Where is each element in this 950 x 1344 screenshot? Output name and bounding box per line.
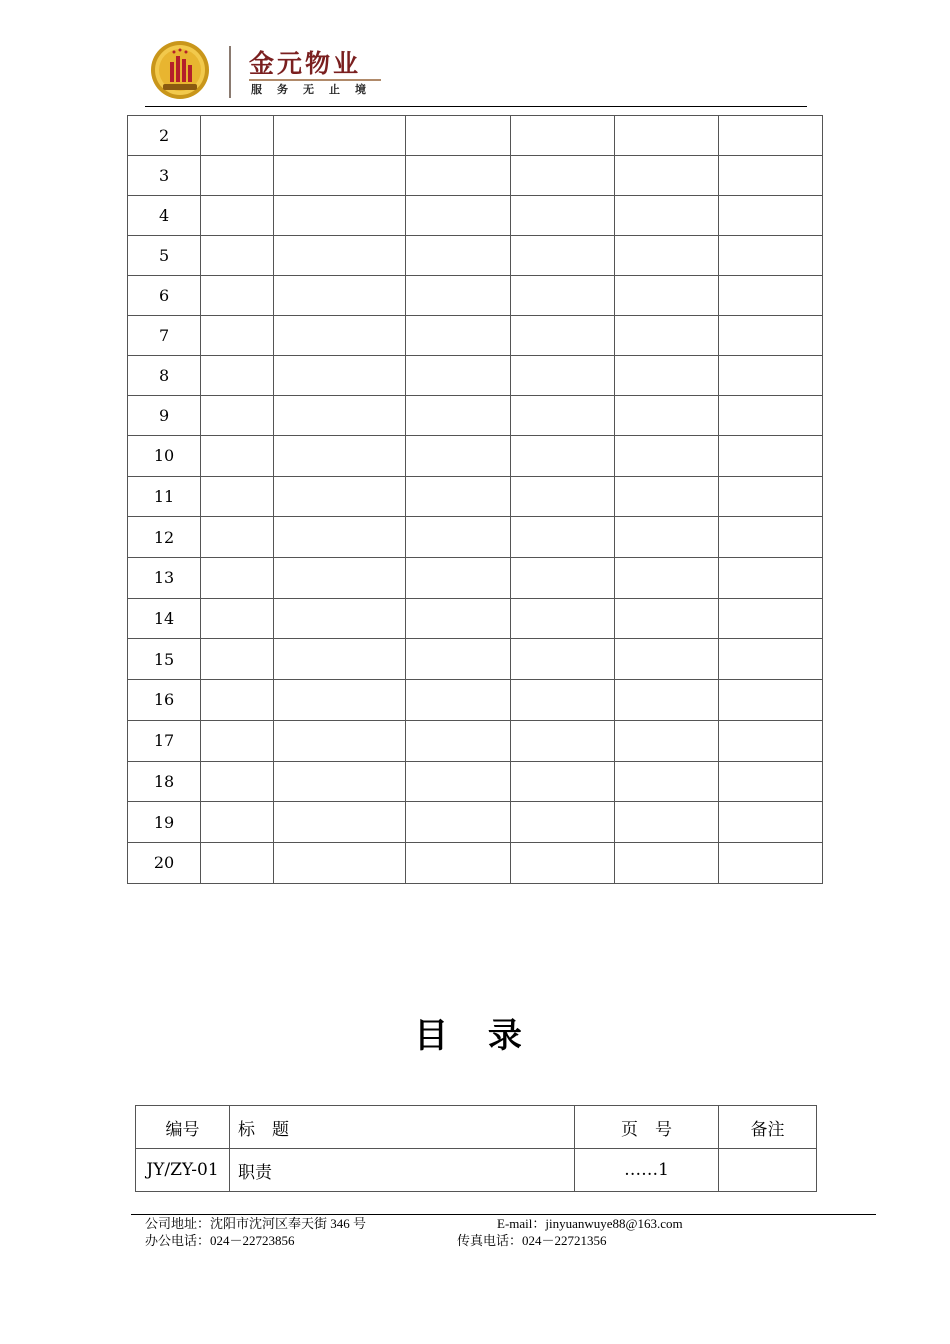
blank-cell <box>406 156 510 196</box>
blank-cell <box>510 720 614 761</box>
blank-cell <box>274 116 406 156</box>
blank-cell <box>406 116 510 156</box>
row-number-cell: 7 <box>128 316 201 356</box>
blank-cell <box>614 598 718 639</box>
blank-cell <box>406 842 510 883</box>
company-slogan: 服务无止境 <box>251 83 381 96</box>
blank-cell <box>718 558 822 599</box>
blank-cell <box>718 276 822 316</box>
table-row <box>128 316 823 356</box>
blank-cell <box>718 680 822 721</box>
blank-cell <box>614 436 718 477</box>
blank-cell <box>510 356 614 396</box>
blank-cell <box>274 598 406 639</box>
blank-cell <box>614 116 718 156</box>
blank-cell <box>718 316 822 356</box>
table-row <box>128 802 823 843</box>
blank-cell <box>274 316 406 356</box>
blank-cell <box>406 356 510 396</box>
toc-header-code: 编号 <box>136 1106 230 1149</box>
blank-cell <box>614 156 718 196</box>
table-row <box>128 276 823 316</box>
footer-address: 公司地址：沈阳市沈河区奉天街 346 号 <box>145 1216 367 1231</box>
table-row <box>128 156 823 196</box>
blank-cell <box>718 517 822 558</box>
toc-header-remark: 备注 <box>719 1106 817 1149</box>
blank-cell <box>614 476 718 517</box>
blank-cell <box>406 639 510 680</box>
blank-cell <box>718 236 822 276</box>
blank-cell <box>718 356 822 396</box>
blank-cell <box>406 196 510 236</box>
blank-cell <box>201 842 274 883</box>
blank-cell <box>274 276 406 316</box>
blank-cell <box>510 476 614 517</box>
blank-cell <box>274 396 406 436</box>
gold-building-badge-icon <box>150 40 210 100</box>
blank-cell <box>614 802 718 843</box>
blank-cell <box>274 196 406 236</box>
row-number-cell: 16 <box>128 680 201 721</box>
company-name: 金元物业 <box>249 49 362 78</box>
footer-email: E-mail：jinyuanwuye88@163.com <box>497 1216 683 1231</box>
row-number-cell: 20 <box>128 842 201 883</box>
blank-cell <box>510 802 614 843</box>
blank-cell <box>510 842 614 883</box>
blank-cell <box>274 558 406 599</box>
row-number-cell: 14 <box>128 598 201 639</box>
blank-cell <box>406 276 510 316</box>
header-rule <box>145 106 807 107</box>
blank-cell <box>510 156 614 196</box>
table-row <box>128 558 823 599</box>
blank-cell <box>614 761 718 802</box>
blank-cell <box>718 436 822 477</box>
blank-cell <box>274 802 406 843</box>
blank-cell <box>406 680 510 721</box>
table-row <box>128 236 823 276</box>
blank-cell <box>201 156 274 196</box>
table-row <box>128 598 823 639</box>
blank-cell <box>201 236 274 276</box>
blank-cell <box>201 802 274 843</box>
blank-cell <box>614 720 718 761</box>
blank-cell <box>614 842 718 883</box>
blank-cell <box>406 802 510 843</box>
blank-cell <box>718 116 822 156</box>
blank-cell <box>614 396 718 436</box>
blank-cell <box>614 276 718 316</box>
blank-cell <box>614 316 718 356</box>
blank-cell <box>201 598 274 639</box>
blank-cell <box>274 639 406 680</box>
row-number-cell: 15 <box>128 639 201 680</box>
row-number-cell: 9 <box>128 396 201 436</box>
table-row <box>128 476 823 517</box>
row-number-cell: 6 <box>128 276 201 316</box>
blank-cell <box>201 680 274 721</box>
brand-underline <box>249 79 381 81</box>
toc-cell-title: 职责 <box>230 1149 575 1192</box>
blank-cell <box>718 476 822 517</box>
blank-cell <box>406 517 510 558</box>
row-number-cell: 13 <box>128 558 201 599</box>
row-number-cell: 11 <box>128 476 201 517</box>
blank-cell <box>718 720 822 761</box>
blank-cell <box>510 558 614 599</box>
blank-cell <box>201 558 274 599</box>
blank-cell <box>718 598 822 639</box>
table-row <box>128 196 823 236</box>
blank-cell <box>718 761 822 802</box>
toc-header-page: 页 号 <box>575 1106 719 1149</box>
toc-header-row <box>136 1106 817 1149</box>
blank-cell <box>406 396 510 436</box>
row-number-cell: 8 <box>128 356 201 396</box>
blank-cell <box>201 316 274 356</box>
table-row <box>128 396 823 436</box>
table-row <box>128 680 823 721</box>
blank-cell <box>510 680 614 721</box>
blank-cell <box>718 396 822 436</box>
blank-cell <box>614 639 718 680</box>
toc-cell-remark <box>719 1149 817 1192</box>
table-row <box>128 761 823 802</box>
row-number-cell: 17 <box>128 720 201 761</box>
blank-cell <box>510 316 614 356</box>
table-row <box>128 116 823 156</box>
blank-cell <box>718 842 822 883</box>
blank-cell <box>201 196 274 236</box>
row-number-cell: 3 <box>128 156 201 196</box>
blank-cell <box>510 761 614 802</box>
blank-cell <box>274 356 406 396</box>
blank-cell <box>510 396 614 436</box>
blank-cell <box>201 517 274 558</box>
row-number-cell: 10 <box>128 436 201 477</box>
row-number-cell: 2 <box>128 116 201 156</box>
footer-rule <box>131 1214 876 1215</box>
blank-cell <box>406 316 510 356</box>
blank-cell <box>201 639 274 680</box>
row-number-cell: 5 <box>128 236 201 276</box>
table-row <box>128 842 823 883</box>
blank-cell <box>718 802 822 843</box>
blank-cell <box>614 196 718 236</box>
blank-cell <box>274 842 406 883</box>
blank-cell <box>510 517 614 558</box>
blank-cell <box>614 356 718 396</box>
table-row <box>128 720 823 761</box>
table-row <box>128 356 823 396</box>
row-number-cell: 18 <box>128 761 201 802</box>
toc-title: 目 录 <box>414 1016 536 1056</box>
blank-cell <box>510 196 614 236</box>
blank-cell <box>718 156 822 196</box>
blank-cell <box>510 236 614 276</box>
blank-cell <box>614 558 718 599</box>
blank-cell <box>406 720 510 761</box>
toc-header-title: 标 题 <box>230 1106 575 1149</box>
blank-cell <box>201 116 274 156</box>
brand-divider <box>229 46 231 98</box>
blank-cell <box>201 276 274 316</box>
table-row <box>128 517 823 558</box>
blank-cell <box>274 680 406 721</box>
blank-cell <box>201 476 274 517</box>
blank-cell <box>510 276 614 316</box>
blank-cell <box>201 761 274 802</box>
blank-cell <box>274 156 406 196</box>
blank-cell <box>274 476 406 517</box>
blank-cell <box>274 517 406 558</box>
toc-cell-code: JY/ZY-01 <box>136 1149 230 1192</box>
footer-fax: 传真电话：024－22721356 <box>457 1233 607 1248</box>
blank-cell <box>201 436 274 477</box>
blank-cell <box>406 598 510 639</box>
blank-cell <box>274 761 406 802</box>
toc-table <box>135 1105 817 1192</box>
table-row <box>128 639 823 680</box>
blank-cell <box>614 517 718 558</box>
blank-cell <box>201 356 274 396</box>
row-number-cell: 12 <box>128 517 201 558</box>
blank-cell <box>510 116 614 156</box>
blank-cell <box>510 639 614 680</box>
blank-cell <box>510 598 614 639</box>
blank-cell <box>406 558 510 599</box>
blank-cell <box>718 639 822 680</box>
blank-cell <box>274 720 406 761</box>
blank-cell <box>406 761 510 802</box>
footer-phone: 办公电话：024－22723856 <box>145 1233 295 1248</box>
blank-cell <box>406 476 510 517</box>
toc-row <box>136 1149 817 1192</box>
record-form-table <box>127 115 823 884</box>
blank-cell <box>406 436 510 477</box>
blank-cell <box>510 436 614 477</box>
row-number-cell: 19 <box>128 802 201 843</box>
blank-cell <box>274 436 406 477</box>
blank-cell <box>201 396 274 436</box>
blank-cell <box>614 680 718 721</box>
blank-cell <box>614 236 718 276</box>
blank-cell <box>274 236 406 276</box>
toc-cell-page: ……1 <box>575 1149 719 1192</box>
row-number-cell: 4 <box>128 196 201 236</box>
blank-cell <box>718 196 822 236</box>
table-row <box>128 436 823 477</box>
page-header <box>0 0 950 110</box>
blank-cell <box>201 720 274 761</box>
blank-cell <box>406 236 510 276</box>
